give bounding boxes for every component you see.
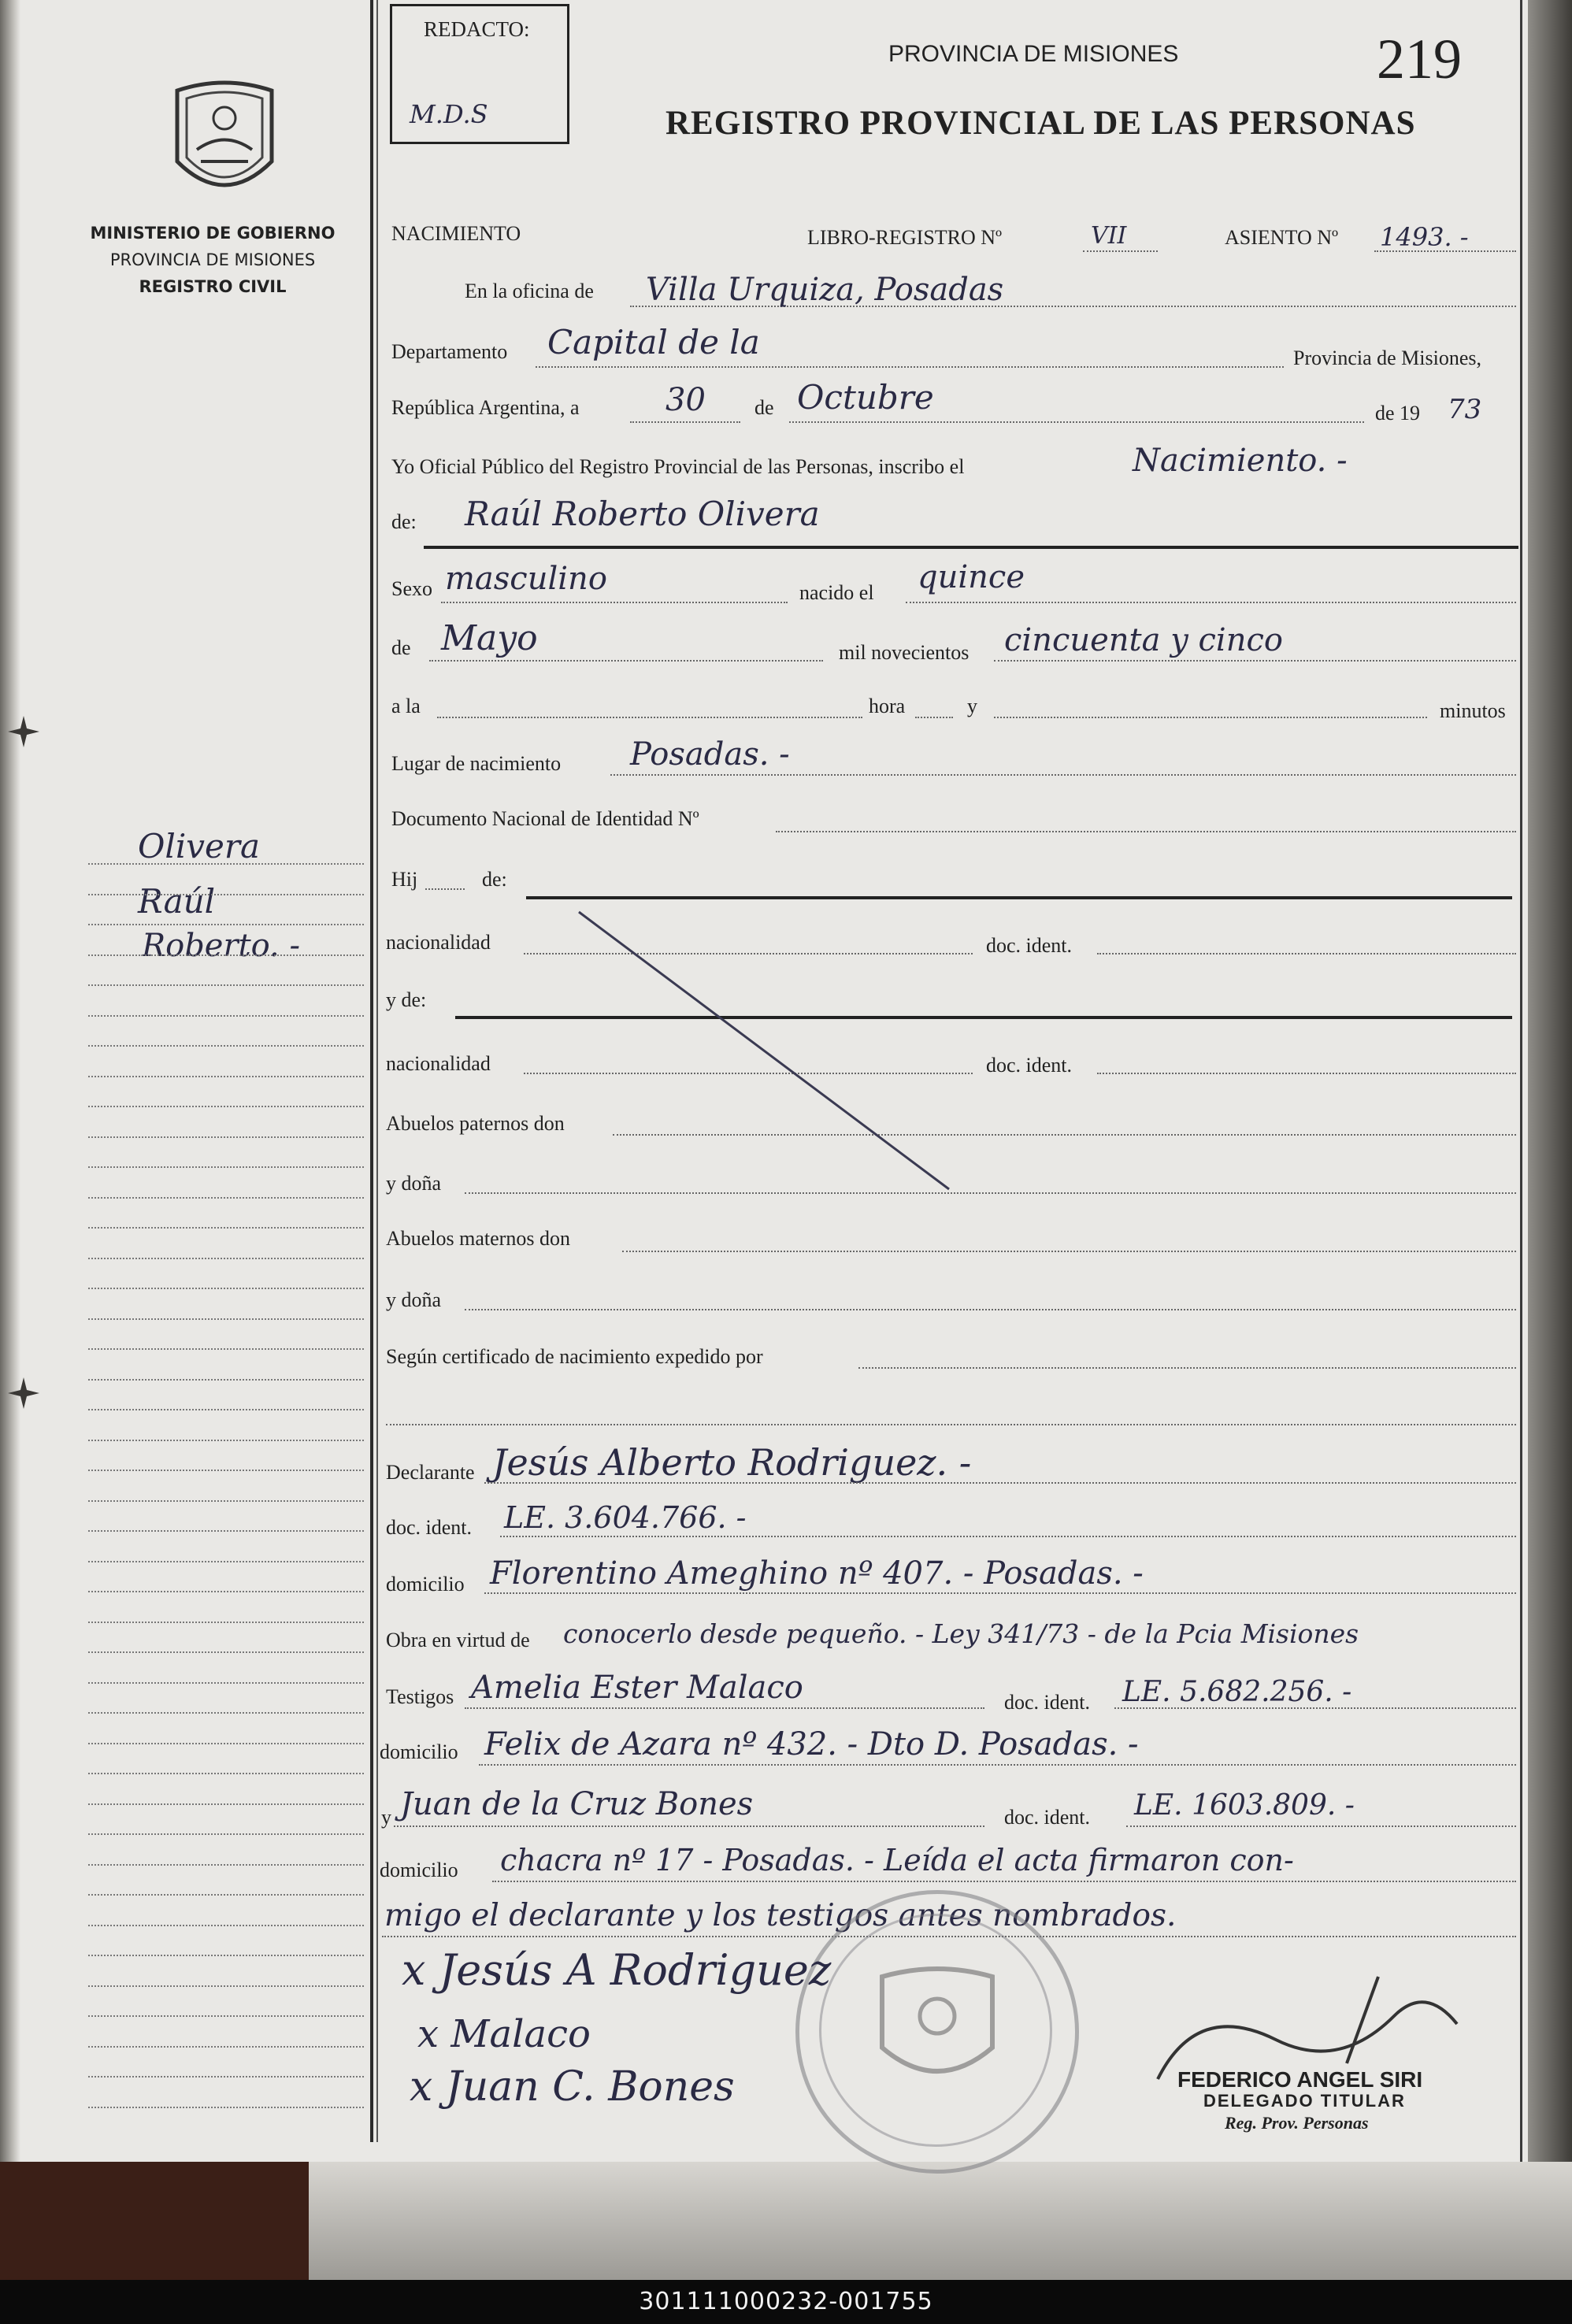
margin-rule bbox=[88, 924, 364, 925]
at-label: a la bbox=[391, 695, 421, 717]
inscribed-value: Nacimiento. - bbox=[1133, 443, 1348, 479]
born-day-value: quince bbox=[918, 559, 1025, 595]
year-label: de 19 bbox=[1375, 402, 1421, 424]
year-value: 73 bbox=[1448, 394, 1482, 425]
month-value: Octubre bbox=[797, 378, 934, 417]
margin-rule bbox=[88, 1258, 364, 1259]
margin-rule bbox=[88, 1561, 364, 1562]
provincial-crest-icon bbox=[161, 75, 287, 209]
witness-label: Testigos bbox=[386, 1685, 454, 1708]
doc-label: doc. ident. bbox=[986, 934, 1073, 957]
witness2-home-label: domicilio bbox=[380, 1859, 458, 1881]
and-of-label: y de: bbox=[386, 988, 427, 1011]
ministry-line-1: MINISTERIO DE GOBIERNO bbox=[90, 224, 336, 243]
folio-number: 219 bbox=[1377, 28, 1462, 91]
margin-rule bbox=[88, 894, 364, 895]
margin-rule bbox=[88, 863, 364, 865]
margin-rule bbox=[88, 1803, 364, 1805]
margin-rule bbox=[88, 1651, 364, 1653]
margin-rule bbox=[88, 1318, 364, 1320]
closing-statement: migo el declarante y los testigos antes nombrados. bbox=[384, 1898, 1177, 1933]
margin-rule bbox=[88, 1743, 364, 1744]
nationality2-label: nacionalidad bbox=[386, 1052, 491, 1075]
margin-rule bbox=[88, 1288, 364, 1289]
office-value: Villa Urquiza, Posadas bbox=[646, 272, 1004, 308]
birthplace-value: Posadas. - bbox=[630, 736, 790, 773]
witness2-doc-value: LE. 1603.809. - bbox=[1134, 1789, 1355, 1822]
margin-rule bbox=[88, 2046, 364, 2048]
left-margin bbox=[0, 0, 370, 2162]
redacto-label: REDACTO: bbox=[424, 17, 530, 41]
born-label: nacido el bbox=[799, 581, 874, 604]
margin-rule bbox=[88, 1712, 364, 1714]
maternal-dona-label: y doña bbox=[386, 1288, 442, 1311]
margin-rule bbox=[88, 1622, 364, 1623]
declarant-label: Declarante bbox=[386, 1461, 475, 1484]
certificate-label: Según certificado de nacimiento expedido por bbox=[386, 1345, 763, 1368]
margin-rule bbox=[88, 1530, 364, 1532]
registry-title: REGISTRO PROVINCIAL DE LAS PERSONAS bbox=[666, 105, 1416, 142]
margin-rule bbox=[88, 1894, 364, 1896]
margin-rule bbox=[88, 1440, 364, 1441]
margin-rule bbox=[88, 1955, 364, 1956]
day-de-label: de bbox=[754, 396, 774, 419]
page-edge-shadow bbox=[1528, 0, 1572, 2174]
witness2-value: Juan de la Cruz Bones bbox=[400, 1786, 754, 1822]
witness1-value: Amelia Ester Malaco bbox=[471, 1670, 803, 1706]
witness1-home-label: domicilio bbox=[380, 1740, 458, 1763]
underlying-page bbox=[309, 2162, 1572, 2280]
department-label: Departamento bbox=[391, 340, 508, 363]
form-border-right bbox=[1520, 0, 1522, 2162]
margin-rule bbox=[88, 1925, 364, 1926]
margin-rule bbox=[88, 1379, 364, 1381]
ministry-line-2: PROVINCIA DE MISIONES bbox=[109, 250, 316, 269]
margin-rule bbox=[88, 1106, 364, 1107]
and-label: y bbox=[967, 695, 977, 717]
entry-label: ASIENTO Nº bbox=[1225, 226, 1339, 249]
province-suffix: Provincia de Misiones, bbox=[1293, 347, 1482, 369]
office-label: En la oficina de bbox=[465, 280, 594, 302]
margin-rule bbox=[88, 1500, 364, 1502]
witness2-signature: x Juan C. Bones bbox=[410, 2063, 735, 2111]
obra-label: Obra en virtud de bbox=[386, 1629, 530, 1651]
declarant-home-value: Florentino Ameghino nº 407. - Posadas. - bbox=[490, 1555, 1144, 1592]
form-border-left bbox=[370, 0, 373, 2142]
witness1-doc-value: LE. 5.682.256. - bbox=[1122, 1676, 1352, 1708]
entry-value: 1493. - bbox=[1380, 222, 1469, 252]
margin-note-surname: Olivera bbox=[138, 827, 260, 865]
margin-rule bbox=[88, 1864, 364, 1866]
margin-rule bbox=[88, 1136, 364, 1138]
minutes-label: minutos bbox=[1440, 699, 1506, 722]
desk-background bbox=[0, 2162, 309, 2280]
margin-rule bbox=[88, 1227, 364, 1229]
registrant-name: Raúl Roberto Olivera bbox=[465, 495, 820, 533]
official-title: DELEGADO TITULAR bbox=[1203, 2091, 1406, 2111]
thousand-label: mil novecientos bbox=[839, 641, 970, 664]
hour-label: hora bbox=[869, 695, 906, 717]
margin-rule bbox=[88, 1985, 364, 1987]
margin-rule bbox=[88, 1470, 364, 1471]
province-heading: PROVINCIA DE MISIONES bbox=[888, 41, 1179, 67]
declarant-doc-value: LE. 3.604.766. - bbox=[504, 1500, 747, 1535]
paternal-grandparents-label: Abuelos paternos don bbox=[386, 1112, 565, 1135]
sex-value: masculino bbox=[445, 561, 607, 597]
parent1-rule bbox=[526, 896, 1512, 899]
witness1-doc-label: doc. ident. bbox=[1004, 1691, 1091, 1714]
witness2-prefix: y bbox=[381, 1806, 391, 1829]
margin-rule bbox=[88, 954, 364, 956]
birthplace-label: Lugar de nacimiento bbox=[391, 752, 562, 775]
official-office: Reg. Prov. Personas bbox=[1225, 2113, 1369, 2133]
margin-rule bbox=[88, 1833, 364, 1835]
cancellation-line bbox=[575, 906, 953, 1197]
maternal-grandparents-label: Abuelos maternos don bbox=[386, 1227, 570, 1250]
margin-rule bbox=[88, 1015, 364, 1017]
margin-rule bbox=[88, 1409, 364, 1410]
obra-value: conocerlo desde pequeño. - Ley 341/73 - de la Pcia Misiones bbox=[563, 1618, 1359, 1649]
margin-rule bbox=[88, 2107, 364, 2108]
name-of-label: de: bbox=[391, 510, 417, 533]
republic-label: República Argentina, a bbox=[391, 396, 580, 419]
redacto-value: M.D.S bbox=[410, 99, 488, 129]
declarant-doc-label: doc. ident. bbox=[386, 1516, 473, 1539]
official-name: FEDERICO ANGEL SIRI bbox=[1177, 2067, 1423, 2092]
margin-rule bbox=[88, 1682, 364, 1684]
margin-rule bbox=[88, 1197, 364, 1199]
month2-value: Mayo bbox=[441, 618, 538, 658]
seal-crest-icon bbox=[866, 1961, 1008, 2095]
margin-rule bbox=[88, 1591, 364, 1592]
redacto-box bbox=[390, 4, 569, 144]
margin-rule bbox=[88, 984, 364, 986]
witness1-signature: x Malaco bbox=[417, 2012, 591, 2056]
ministry-line-3: REGISTRO CIVIL bbox=[139, 277, 287, 296]
book-label: LIBRO-REGISTRO Nº bbox=[807, 226, 1003, 249]
nationality-label: nacionalidad bbox=[386, 931, 491, 954]
year-words-value: cincuenta y cinco bbox=[1004, 622, 1283, 658]
book-value: VII bbox=[1091, 222, 1127, 250]
margin-rule bbox=[88, 1773, 364, 1774]
margin-note-name: Raúl bbox=[138, 882, 216, 921]
declarant-signature: x Jesús A Rodriguez bbox=[402, 1945, 832, 1995]
paternal-dona-label: y doña bbox=[386, 1172, 442, 1195]
record-type: NACIMIENTO bbox=[391, 222, 521, 245]
form-border-left-inner bbox=[376, 0, 378, 2142]
official-statement: Yo Oficial Público del Registro Provincial de las Personas, inscribo el bbox=[391, 455, 965, 478]
witness1-home-value: Felix de Azara nº 432. - Dto D. Posadas. - bbox=[484, 1726, 1139, 1762]
name-rule bbox=[424, 546, 1518, 549]
margin-rule bbox=[88, 1348, 364, 1350]
child-label: Hij bbox=[391, 868, 418, 891]
declarant-home-label: domicilio bbox=[386, 1573, 465, 1596]
margin-rule bbox=[88, 1076, 364, 1077]
margin-rule bbox=[88, 1045, 364, 1047]
doc2-label: doc. ident. bbox=[986, 1054, 1073, 1077]
declarant-value: Jesús Alberto Rodriguez. - bbox=[492, 1441, 972, 1484]
witness2-home-value: chacra nº 17 - Posadas. - Leída el acta firmaron con- bbox=[500, 1843, 1294, 1877]
margin-rule bbox=[88, 2076, 364, 2078]
margin-note-middle-name: Roberto. - bbox=[142, 928, 300, 964]
image-code-bar bbox=[0, 2280, 1572, 2324]
dni-label: Documento Nacional de Identidad Nº bbox=[391, 807, 699, 830]
witness2-doc-label: doc. ident. bbox=[1004, 1806, 1091, 1829]
child-of-label: de: bbox=[482, 868, 507, 891]
sex-label: Sexo bbox=[391, 577, 432, 600]
margin-rule bbox=[88, 2015, 364, 2017]
margin-rule bbox=[88, 1166, 364, 1168]
day-value: 30 bbox=[666, 382, 706, 418]
month2-label: de bbox=[391, 636, 411, 659]
department-value: Capital de la bbox=[547, 323, 760, 361]
image-code: 301111000232-001755 bbox=[639, 2288, 933, 2315]
